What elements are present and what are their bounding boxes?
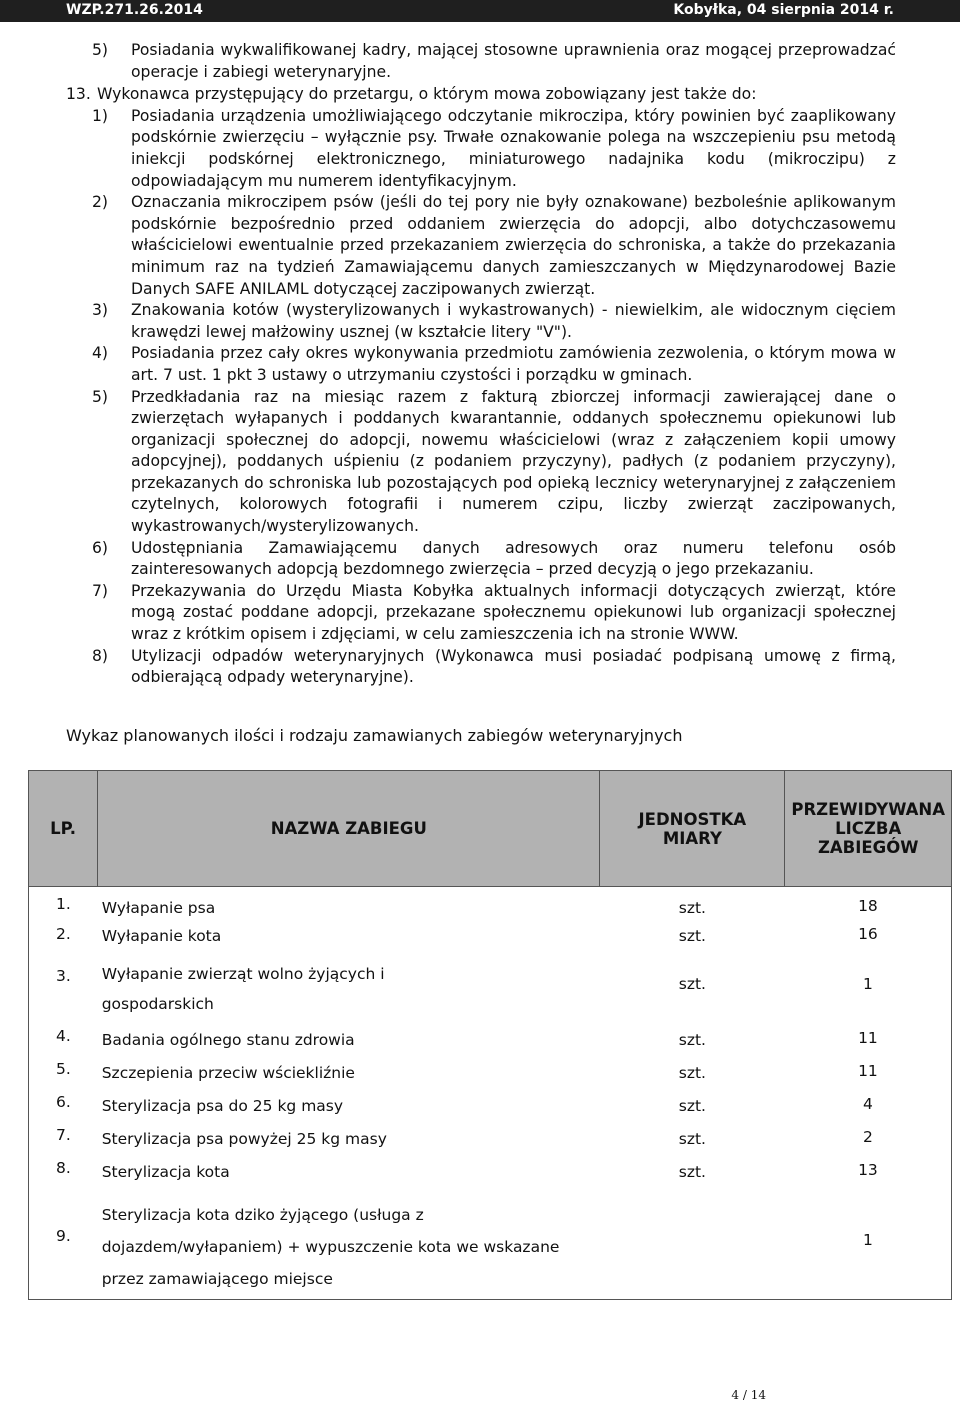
table-title: Wykaz planowanych ilości i rodzaju zamawianych zabiegów weterynaryjnych	[66, 726, 683, 745]
page-number: 4 / 14	[731, 1388, 766, 1402]
list-number: 5)	[92, 387, 109, 406]
list-number: 6)	[92, 538, 109, 557]
table-header-row	[29, 771, 952, 887]
list-text: Udostępniania Zamawiającemu danych adresowych oraz numeru telefonu osób zainteresowanych adopcją bezdomnego zwierzęcia – przed decyzją o jego przekazaniu.	[131, 538, 896, 579]
page-header	[0, 0, 960, 22]
list-item	[66, 387, 896, 538]
header-lp: LP.	[29, 771, 98, 887]
section-13-items	[66, 106, 896, 689]
table-row	[29, 887, 952, 922]
cell-name: Sterylizacja kota dziko żyjącego (usługa z dojazdem/wyłapaniem) + wypuszczenie kota we wskazane przez zamawiającego miejsce	[101, 1206, 560, 1288]
table-row	[29, 1023, 952, 1056]
cell-count: 4	[863, 1095, 873, 1113]
document-body	[66, 40, 896, 689]
cell-unit: szt.	[678, 1031, 706, 1049]
cell-name: Wyłapanie psa	[101, 899, 216, 917]
cell-count: 1	[863, 1231, 873, 1249]
cell-count: 11	[858, 1062, 878, 1080]
cell-count: 1	[863, 975, 873, 993]
list-item	[66, 192, 896, 300]
list-number: 5)	[92, 41, 109, 59]
list-number: 4)	[92, 344, 109, 363]
cell-unit: szt.	[678, 1097, 706, 1115]
cell-name: Sterylizacja psa powyżej 25 kg masy	[101, 1130, 387, 1148]
section-title: Wykonawca przystępujący do przetargu, o którym mowa zobowiązany jest także do:	[97, 85, 757, 104]
cell-lp: 3.	[55, 967, 71, 985]
cell-count: 18	[858, 897, 878, 915]
cell-unit: szt.	[678, 975, 706, 993]
cell-count: 13	[858, 1161, 878, 1179]
cell-lp: 9.	[55, 1227, 71, 1245]
cell-lp: 6.	[55, 1093, 71, 1111]
list-item	[66, 106, 896, 192]
list-text: Posiadania wykwalifikowanej kadry, mającej stosowne uprawnienia oraz mogącej przeprowadzać operacje i zabiegi weterynaryjne.	[131, 41, 896, 81]
table-row	[29, 955, 952, 1023]
cell-lp: 4.	[55, 1027, 71, 1045]
cell-unit	[600, 1195, 785, 1300]
cell-name: Szczepienia przeciw wściekliźnie	[101, 1064, 355, 1082]
cell-lp: 5.	[55, 1060, 71, 1078]
list-item	[66, 581, 896, 646]
header-unit: JEDNOSTKA MIARY	[600, 771, 785, 887]
cell-name: Wyłapanie kota	[101, 927, 222, 945]
cell-unit: szt.	[678, 1130, 706, 1148]
list-number: 2)	[92, 193, 109, 212]
table-row	[29, 921, 952, 955]
cell-lp: 7.	[55, 1126, 71, 1144]
list-item	[66, 40, 896, 83]
header-count: PRZEWIDYWANA LICZBA ZABIEGÓW	[785, 771, 952, 887]
cell-name: Badania ogólnego stanu zdrowia	[101, 1031, 355, 1049]
cell-count: 16	[858, 925, 878, 943]
table-row	[29, 1195, 952, 1300]
list-text: Utylizacji odpadów weterynaryjnych (Wykonawca musi posiadać podpisaną umowę z firmą, odbierającą odpady weterynaryjne).	[131, 646, 896, 687]
table-row	[29, 1089, 952, 1122]
document-reference: WZP.271.26.2014	[66, 2, 203, 18]
cell-name: Sterylizacja psa do 25 kg masy	[101, 1097, 344, 1115]
list-number: 3)	[92, 301, 109, 320]
cell-count: 2	[863, 1128, 873, 1146]
list-text: Znakowania kotów (wysterylizowanych i wykastrowanych) - niewielkim, ale widocznym cięciem krawędzi lewej małżowiny usznej (w kształcie litery "V").	[131, 301, 896, 341]
list-item	[66, 300, 896, 343]
list-item	[66, 646, 896, 689]
cell-name: Sterylizacja kota	[101, 1163, 230, 1181]
table-row	[29, 1155, 952, 1195]
section-13	[66, 84, 896, 106]
cell-name: Wyłapanie zwierząt wolno żyjących i gospodarskich	[101, 965, 385, 1013]
cell-lp: 8.	[55, 1159, 71, 1177]
cell-lp: 2.	[55, 925, 71, 943]
cell-unit: szt.	[678, 1064, 706, 1082]
document-date: Kobyłka, 04 sierpnia 2014 r.	[673, 2, 894, 18]
table-row	[29, 1056, 952, 1089]
list-item	[66, 538, 896, 581]
header-name: NAZWA ZABIEGU	[98, 771, 600, 887]
list-text: Posiadania przez cały okres wykonywania przedmiotu zamówienia zezwolenia, o którym mowa w art. 7 ust. 1 pkt 3 ustawy o utrzymaniu czystości i porządku w gminach.	[131, 344, 896, 384]
list-number: 1)	[92, 106, 109, 125]
list-number: 8)	[92, 646, 109, 665]
list-text: Przekazywania do Urzędu Miasta Kobyłka aktualnych informacji dotyczących zwierząt, które mogą zostać poddane adopcji, przekazane społecznemu opiekunowi lub organizacji społecznej wraz z krótkim opisem i zdjęciami, w celu zamieszczenia ich na stronie WWW.	[131, 581, 896, 644]
table-row	[29, 1122, 952, 1155]
cell-count: 11	[858, 1029, 878, 1047]
list-text: Posiadania urządzenia umożliwiającego odczytanie mikroczipa, który powinien być zaaplikowany podskórnie zwierzęciu – wyłącznie psy. Trwałe oznakowanie polega na wszczepieniu psu metodą iniekcji podskórnej elektronicznego, miniaturowego nadajnika kodu (mikroczipu) z odpowiadającym mu numerem identyfikacyjnym.	[131, 106, 896, 190]
list-item	[66, 343, 896, 386]
cell-unit: szt.	[678, 1163, 706, 1181]
cell-lp: 1.	[55, 895, 71, 913]
list-text: Przedkładania raz na miesiąc razem z fakturą zbiorczej informacji zawierającej dane o zwierzętach wyłapanych i poddanych kwarantannie, oddanych społecznemu opiekunowi lub organizacji społecznej do adopcji, nowemu właścicielowi (wraz z załączeniem kopii umowy adopcyjnej), poddanych uśpieniu (z podaniem przyczyny), padłych (z podaniem przyczyny), przekazanych do schroniska lub pozostających pod opieką lecznicy weterynaryjnej z załączeniem czytelnych, kolorowych fotografii i numerem czipu, liczby zwierząt zaczipowanych, wykastrowanych/wysterylizowanych.	[131, 387, 896, 536]
procedures-table	[28, 770, 952, 1300]
cell-unit: szt.	[678, 899, 706, 917]
list-number: 7)	[92, 581, 109, 600]
list-text: Oznaczania mikroczipem psów (jeśli do tej pory nie były oznakowane) bezboleśnie aplikowanym podskórnie bezpośrednio przed oddaniem zwierzęcia do adopcji, albo dotychczasowemu właścicielowi ewentualnie przed przekazaniem zwierzęcia do schroniska, a także do przekazania minimum raz na tydzień Zamawiającemu danych zamieszczanych w Międzynarodowej Bazie Danych SAFE ANILAML dotyczącej zaczipowanych zwierząt.	[131, 193, 896, 298]
section-number: 13.	[66, 85, 91, 104]
cell-unit: szt.	[678, 927, 706, 945]
